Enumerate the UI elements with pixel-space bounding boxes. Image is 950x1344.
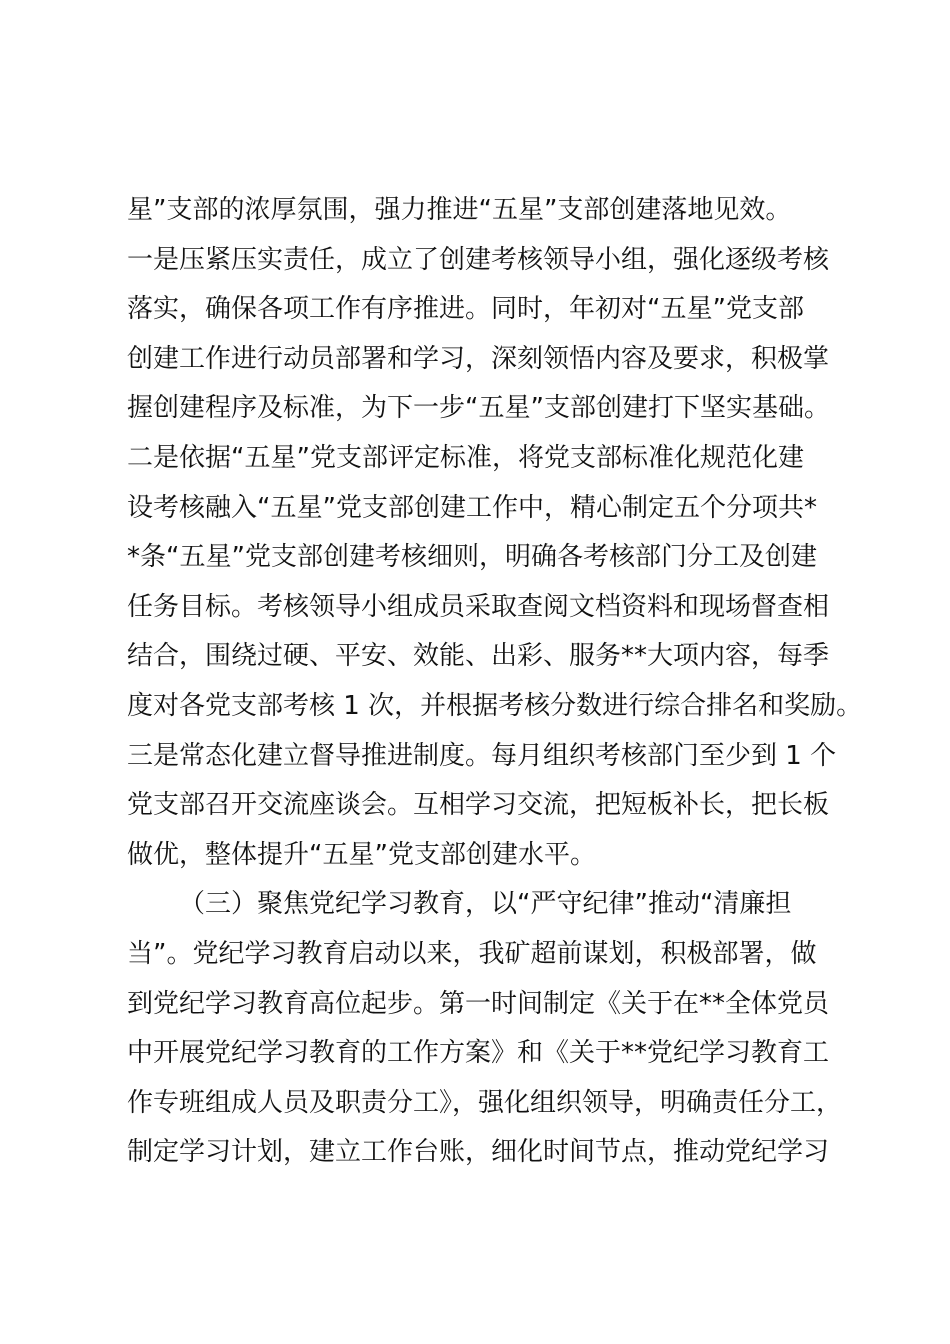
document-body (127, 186, 863, 1178)
body-line: 创建工作进行动员部署和学习，深刻领悟内容及要求，积极掌 (127, 343, 830, 374)
body-line: 中开展党纪学习教育的工作方案》和《关于**党纪学习教育工 (127, 1038, 830, 1069)
body-line: 落实，确保各项工作有序推进。同时，年初对“五星”党支部 (127, 294, 804, 325)
body-line: 度对各党支部考核 1 次，并根据考核分数进行综合排名和奖励。 (127, 690, 863, 721)
body-line: 党支部召开交流座谈会。互相学习交流，把短板补长，把长板 (127, 790, 830, 821)
body-line: 设考核融入“五星”党支部创建工作中，精心制定五个分项共* (127, 492, 817, 523)
body-line: 当”。党纪学习教育启动以来，我矿超前谋划，积极部署，做 (127, 938, 817, 969)
body-line: 一是压紧压实责任，成立了创建考核领导小组，强化逐级考核 (127, 244, 830, 275)
body-line: 作专班组成人员及职责分工》，强化组织领导，明确责任分工， (127, 1087, 843, 1118)
body-line: 握创建程序及标准，为下一步“五星”支部创建打下坚实基础。 (127, 393, 830, 424)
body-line: 制定学习计划，建立工作台账，细化时间节点，推动党纪学习 (127, 1137, 830, 1168)
section-heading-line: （三）聚焦党纪学习教育，以“严守纪律”推动“清廉担 (179, 889, 792, 920)
body-line: 星”支部的浓厚氛围，强力推进“五星”支部创建落地见效。 (127, 195, 792, 225)
body-line: *条“五星”党支部创建考核细则，明确各考核部门分工及创建 (127, 542, 817, 573)
body-line: 结合，围绕过硬、平安、效能、出彩、服务**大项内容，每季 (127, 641, 830, 672)
body-line: 做优，整体提升“五星”党支部创建水平。 (127, 839, 596, 870)
body-line: 任务目标。考核领导小组成员采取查阅文档资料和现场督查相 (127, 591, 830, 622)
body-line: 三是常态化建立督导推进制度。每月组织考核部门至少到 1 个 (127, 740, 837, 771)
body-line: 到党纪学习教育高位起步。第一时间制定《关于在**全体党员 (127, 988, 830, 1019)
body-line: 二是依据“五星”党支部评定标准，将党支部标准化规范化建 (127, 442, 804, 473)
